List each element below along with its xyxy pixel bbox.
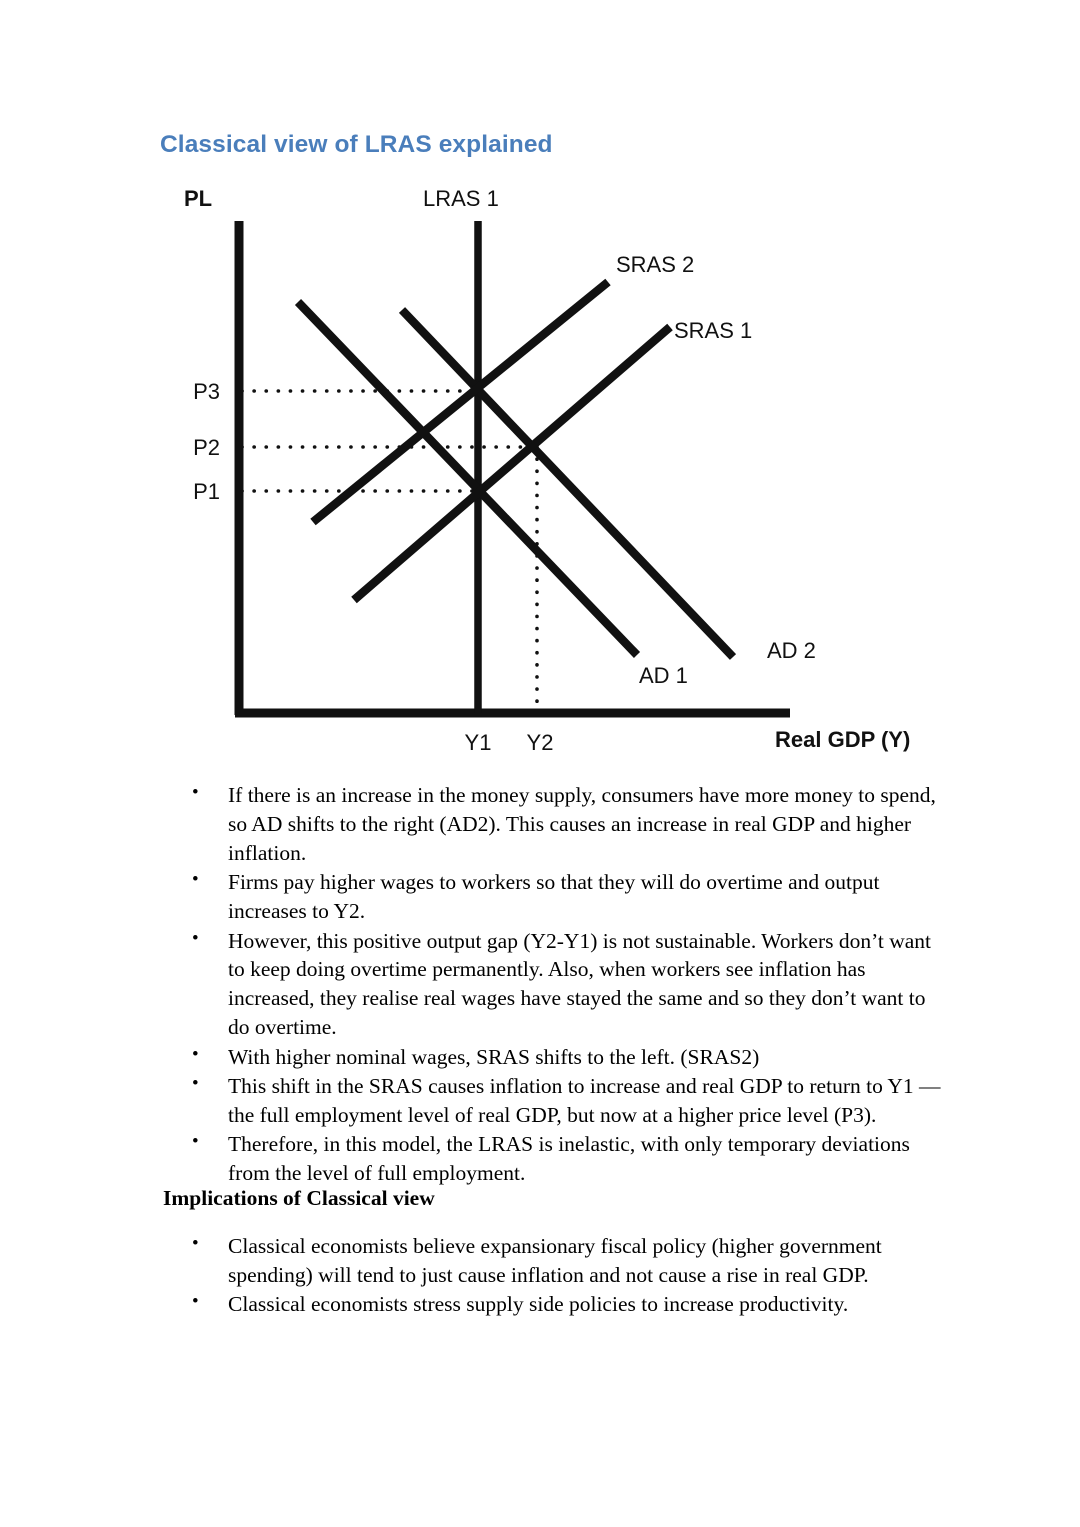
- price-level-p3: P3: [193, 379, 220, 404]
- list-item: • Firms pay higher wages to workers so that they will do overtime and output increases to Y2.: [163, 868, 943, 926]
- list-item: • If there is an increase in the money supply, consumers have more money to spend, so AD shifts to the right (AD2). This causes an increase in real GDP and higher inflation.: [163, 781, 943, 868]
- curve-label-sras2: SRAS 2: [616, 252, 695, 277]
- curve-sras2: [313, 282, 608, 522]
- list-item: • This shift in the SRAS causes inflation to increase and real GDP to return to Y1 — the full employment level of real GDP, but now at a higher price level (P3).: [163, 1072, 943, 1130]
- curve-sras1: [354, 327, 670, 600]
- main-explanation-section: [163, 781, 943, 1189]
- curve-ad1: [298, 302, 637, 655]
- price-level-p2: P2: [193, 435, 220, 460]
- ad-as-diagram-svg: [150, 175, 960, 765]
- x-axis-label: Real GDP (Y): [775, 727, 911, 752]
- curve-label-lras1: LRAS 1: [423, 186, 499, 211]
- curve-label-ad1: AD 1: [639, 663, 688, 688]
- curve-label-sras1: SRAS 1: [674, 318, 753, 343]
- implications-heading: Implications of Classical view: [163, 1186, 435, 1210]
- curve-label-ad2: AD 2: [767, 638, 816, 663]
- main-bullet-list: [163, 781, 943, 1188]
- output-level-y2: Y2: [526, 730, 554, 755]
- y-axis-label: PL: [184, 186, 213, 211]
- list-item: • With higher nominal wages, SRAS shifts to the left. (SRAS2): [163, 1043, 943, 1072]
- price-level-p1: P1: [193, 479, 220, 504]
- list-item: • Classical economists stress supply side policies to increase productivity.: [163, 1290, 943, 1319]
- implications-bullet-list: [163, 1232, 943, 1319]
- implications-section: [163, 1232, 943, 1320]
- curve-ad2: [402, 310, 733, 657]
- ad-as-diagram: [150, 175, 960, 765]
- list-item: • Classical economists believe expansionary fiscal policy (higher government spending) will tend to just cause inflation and not cause a rise in real GDP.: [163, 1232, 943, 1290]
- list-item: • Therefore, in this model, the LRAS is inelastic, with only temporary deviations from the level of full employment.: [163, 1130, 943, 1188]
- output-level-y1: Y1: [464, 730, 492, 755]
- list-item: • However, this positive output gap (Y2-Y1) is not sustainable. Workers don’t want to keep doing overtime permanently. Also, when workers see inflation has increased, they realise real wages have stayed the same and so they don’t want to do overtime.: [163, 927, 943, 1043]
- page-title: Classical view of LRAS explained: [160, 131, 553, 158]
